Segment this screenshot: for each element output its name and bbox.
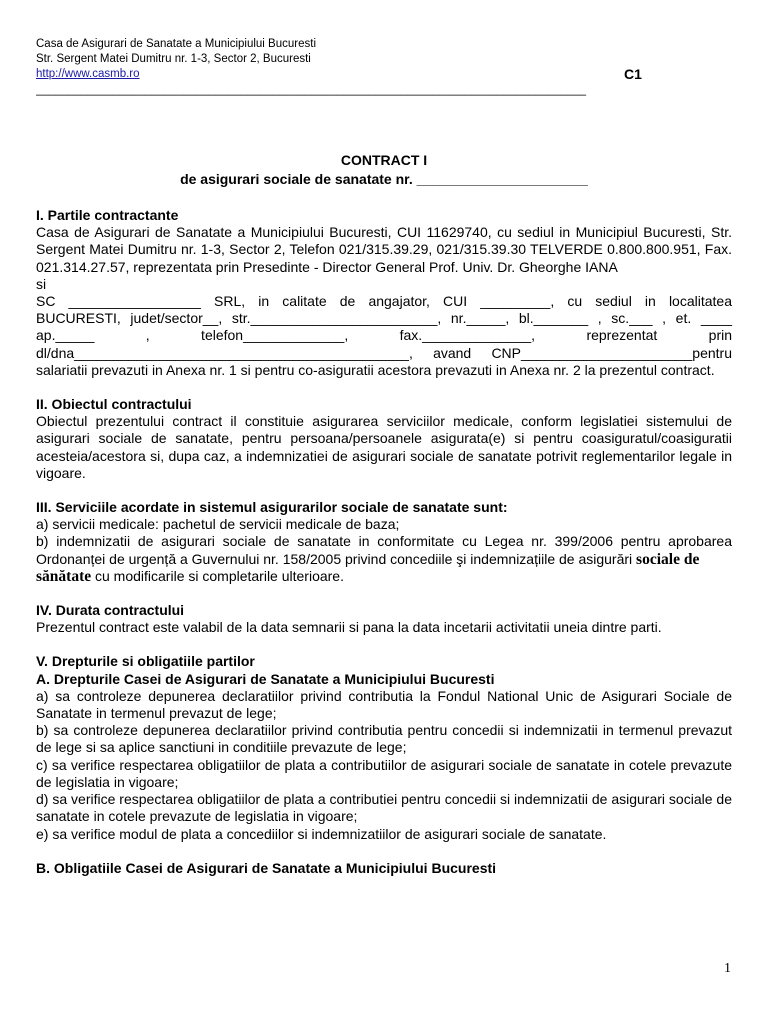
website-link[interactable]: http://www.casmb.ro xyxy=(36,68,140,80)
section-5-subheading-b: B. Obligatiile Casei de Asigurari de Sanatate a Municipiului Bucuresti xyxy=(36,859,497,876)
section-5-item-a: a) sa controleze depunerea declaratiilor privind contributia la Fondul National Unic de Asigurari Sociale de Sanatate in termenul prevazut de lege; xyxy=(36,687,732,722)
section-1-line-1: SC _________________ SRL, in calitate de angajator, CUI _________, cu sediul in localitatea xyxy=(36,293,732,310)
section-4-heading: IV. Durata contractului xyxy=(36,602,185,619)
document-body xyxy=(36,207,732,877)
section-1-para-1: Casa de Asigurari de Sanatate a Municipiului Bucuresti, CUI 11629740, cu sediul in Municipiul Bucuresti, Str. Sergent Matei Dumitru nr. 1-3, Sector 2, Telefon 021/315.39.29, 021/315.39.30 TELVERDE 0.800.800.951, Fax. 021.314.27.57, reprezentata prin Presedinte - Director General Prof. Univ. Dr. Gheorghe IANA xyxy=(36,224,732,275)
section-1-para-2-rest: salariatii prevazuti in Anexa nr. 1 si pentru co-asiguratii acestora prevazuti in Anexa nr. 2 la prezentul contract. xyxy=(36,361,715,378)
section-3-item-b-line-1: b) indemnizatii de asigurari sociale de sanatate in conformitate cu Legea nr. 399/2006 pentru aprobarea xyxy=(36,533,732,550)
section-3-item-b-line-2: Ordonanței de urgență a Guvernului nr. 158/2005 privind concediile şi indemnizațiile de asigurări xyxy=(36,550,633,567)
section-3-serif-2: de sănătate xyxy=(36,550,700,585)
header-rule: ______________________________________________________________________________________ xyxy=(36,84,587,96)
section-5-item-e: e) sa verifice modul de plata a concediilor si indemnizatiilor de asigurari sociale de sanatate. xyxy=(36,825,607,842)
letterhead xyxy=(36,37,696,96)
org-address: Str. Sergent Matei Dumitru nr. 1-3, Sector 2, Bucuresti xyxy=(36,53,311,65)
section-3-heading: III. Serviciile acordate in sistemul asigurarilor sociale de sanatate sunt: xyxy=(36,499,508,516)
page-number: 1 xyxy=(724,961,731,976)
title-line-2: de asigurari sociale de sanatate nr. ______________________ xyxy=(180,171,588,187)
section-5-item-b: b) sa controleze depunerea declaratiilor privind contributia pentru concedii si indemnizatii in termenul prevazut de lege si sa aplice sanctiuni in conditiile prevazute de lege; xyxy=(36,722,732,756)
section-5-item-d: d) sa verifice respectarea obligatiilor de plata a contributiei pentru concedii si indemnizatii de asigurari sociale de sanatate in cotele prevazute de legislatia in vigoare; xyxy=(36,791,732,825)
section-2-para: Obiectul prezentului contract il constituie asigurarea serviciilor medicale, conform legislatiei sistemului de asigurari sociale de sanatate, pentru persoana/persoanele asigurata(e) si pentru coasiguratul/coasiguratii acesteia/acestora si, dupa caz, a indemnizatiei de asigurari sociale de sanatate potrivit reglementarilor legale in vigoare. xyxy=(36,413,732,481)
section-5-subheading-a: A. Drepturile Casei de Asigurari de Sanatate a Municipiului Bucuresti xyxy=(36,670,495,687)
section-1-line-4: dl/dna___________________________________________, avand CNP______________________pentru xyxy=(36,344,732,361)
section-3-item-b-end: cu modificarile si completarile ulterioare. xyxy=(91,567,344,584)
document-title xyxy=(36,151,732,189)
section-4-para: Prezentul contract este valabil de la data semnarii si pana la data incetarii activitatii uneia dintre parti. xyxy=(36,619,662,636)
section-5-item-c: c) sa verifice respectarea obligatiilor de plata a contributiilor de asigurari sociale de sanatate in cotele prevazute de legislatia in vigoare; xyxy=(36,756,732,790)
section-1-line-3: ap._____ , telefon_____________, fax.______________, reprezentat prin xyxy=(36,327,732,344)
section-1-line-2: BUCURESTI, judet/sector__, str.________________________, nr._____, bl._______ , sc.___ , et. ____ xyxy=(36,310,732,327)
title-line-1: CONTRACT I xyxy=(340,152,428,168)
section-3-item-b-rest xyxy=(36,551,732,585)
section-1-si: si xyxy=(36,275,47,292)
section-2-heading: II. Obiectul contractului xyxy=(36,396,192,413)
org-name: Casa de Asigurari de Sanatate a Municipiului Bucuresti xyxy=(36,38,316,50)
section-1-heading: I. Partile contractante xyxy=(36,207,179,223)
form-code: C1 xyxy=(624,66,642,82)
section-5-heading: V. Drepturile si obligatiile partilor xyxy=(36,653,255,670)
section-3-serif-1: sociale xyxy=(636,550,680,568)
section-3-item-a: a) servicii medicale: pachetul de servicii medicale de baza; xyxy=(36,516,400,533)
